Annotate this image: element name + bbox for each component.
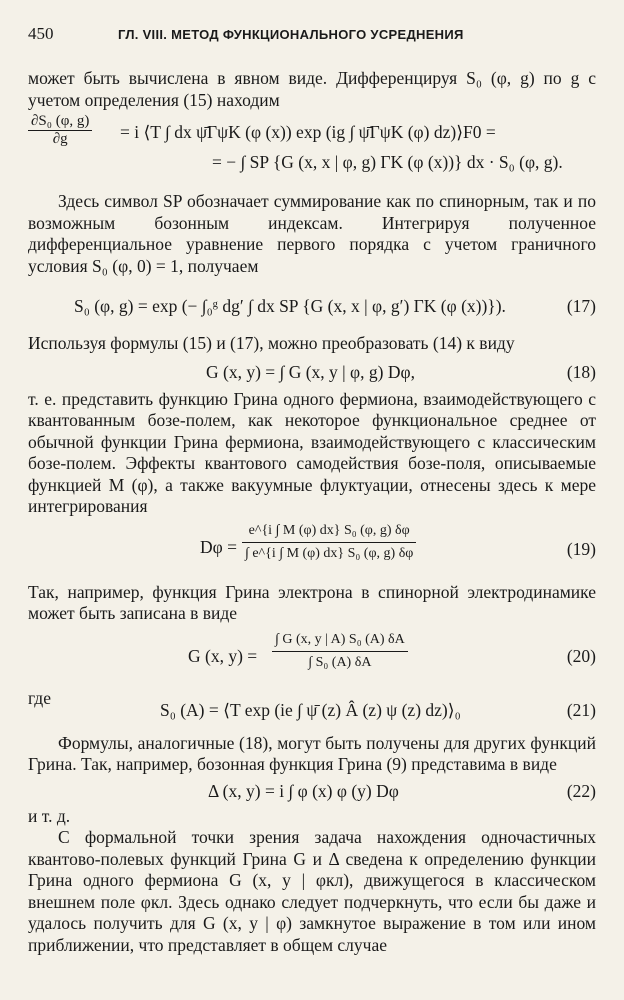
equation-number: (22) [566,780,596,801]
equation-number: (19) [566,538,596,559]
equation-16 [28,111,596,175]
where-label: где [28,687,51,708]
paragraph: Используя формулы (15) и (17), можно преобразовать (14) к виду [28,333,515,353]
running-head-title: ГЛ. VIII. МЕТОД ФУНКЦИОНАЛЬНОГО УСРЕДНЕНИЯ [118,27,464,42]
equation-16-line-1: = i ⟨T ∫ dx ψ̄ΓψK (φ (x)) exp (ig ∫ ψ̄ΓψK (φ) dz)⟩F0 = [120,122,496,142]
equation-21: где S₀ (A) = ⟨T exp (ie ∫ ψ̄ (z) Â (z) ψ (z) dz)⟩₀ (21) [28,687,596,720]
equation-number: (18) [566,361,596,382]
paragraph: Здесь символ SP обозначает суммирование как по спинорным, так и по возможным бозонным индексам. Интегрируя полученное дифференциальное уравнение первого порядка с учетом граничного условия S₀ (φ, 0) = 1, получаем [28,191,596,276]
page-number: 450 [28,24,54,43]
paragraph: Так, например, функция Грина электрона в спинорной электродинамике может быть записана в виде [28,581,596,623]
paragraph: Формулы, аналогичные (18), могут быть получены для других функций Грина. Так, например, бозонная функция Грина (9) представима в виде [28,732,596,774]
green-function-fraction: $\frac{\text{∫ G (x, y | A) S₀ (A) δA}}{\text{∫ S₀ (A) δA}}$ [272,629,408,674]
running-header [28,24,596,50]
paragraph: и т. д. [28,805,71,826]
equation-19: Dφ = $\frac{\text{e\textasciicircum{}\{i ∫ M (φ) dx\} S₀ (φ, g) δφ}}{\text{∫ e\textasciicircum{}\{i ∫ M (φ) dx\} S₀ (φ, g) δφ}}$ (19) [28,518,596,582]
paragraph: т. е. представить функцию Грина одного фермиона, взаимодействующего с квантованным бозе-полем, как некоторое функциональное среднее от обычной функции Грина фермиона, взаимодействующего с классическим бозе-полем. Эффекты квантового самодействия бозе-поля, описываемые функцией M (φ), а также вакуумные флуктуации, отнесены здесь к мере интегрирования [28,388,596,516]
equation-number: (17) [566,296,596,316]
equation-16-line-2: = − ∫ SP {G (x, x | φ, g) ΓK (φ (x))} dx · S₀ (φ, g). [212,152,563,172]
equation-number: (21) [566,699,596,720]
equation-18: G (x, y) = ∫ G (x, y | φ, g) Dφ, (18) [206,361,596,382]
equation-20: G (x, y) = $\frac{\text{∫ G (x, y | A) S₀ (A) δA}}{\text{∫ S₀ (A) δA}}$ (20) [28,625,596,685]
equation-22: Δ (x, y) = i ∫ φ (x) φ (y) Dφ (22) [208,780,596,801]
derivative-fraction: $\frac{\text{∂S₀ (φ, g)}}{\partial g}$ [28,113,92,148]
paragraph: может быть вычислена в явном виде. Дифференцируя S₀ (φ, g) по g с учетом определения (15) находим [28,68,596,110]
page [28,24,596,956]
measure-fraction: $\frac{\text{e\textasciicircum{}\{i ∫ M (φ) dx\} S₀ (φ, g) δφ}}{\text{∫ e\textasciicircum{}\{i ∫ M (φ) dx\} S₀ (φ, g) δφ}}$ [242,520,416,565]
equation-number: (20) [566,645,596,666]
paragraph: С формальной точки зрения задача нахождения одночастичных квантово-полевых функций Грина G и Δ сведена к определению функции Грина одного фермиона G (x, y | φкл), движущегося в классическом внешнем поле φкл. Здесь однако следует подчеркнуть, что если бы даже и удалось получить для G (x, y | φ) замкнутое выражение в том или ином приближении, что представляет в общем случае [28,827,596,955]
equation-17: S₀ (φ, g) = exp (− ∫₀ᵍ dg′ ∫ dx SP {G (x, x | φ, g′) ΓK (φ (x))}). (17) [74,296,596,316]
